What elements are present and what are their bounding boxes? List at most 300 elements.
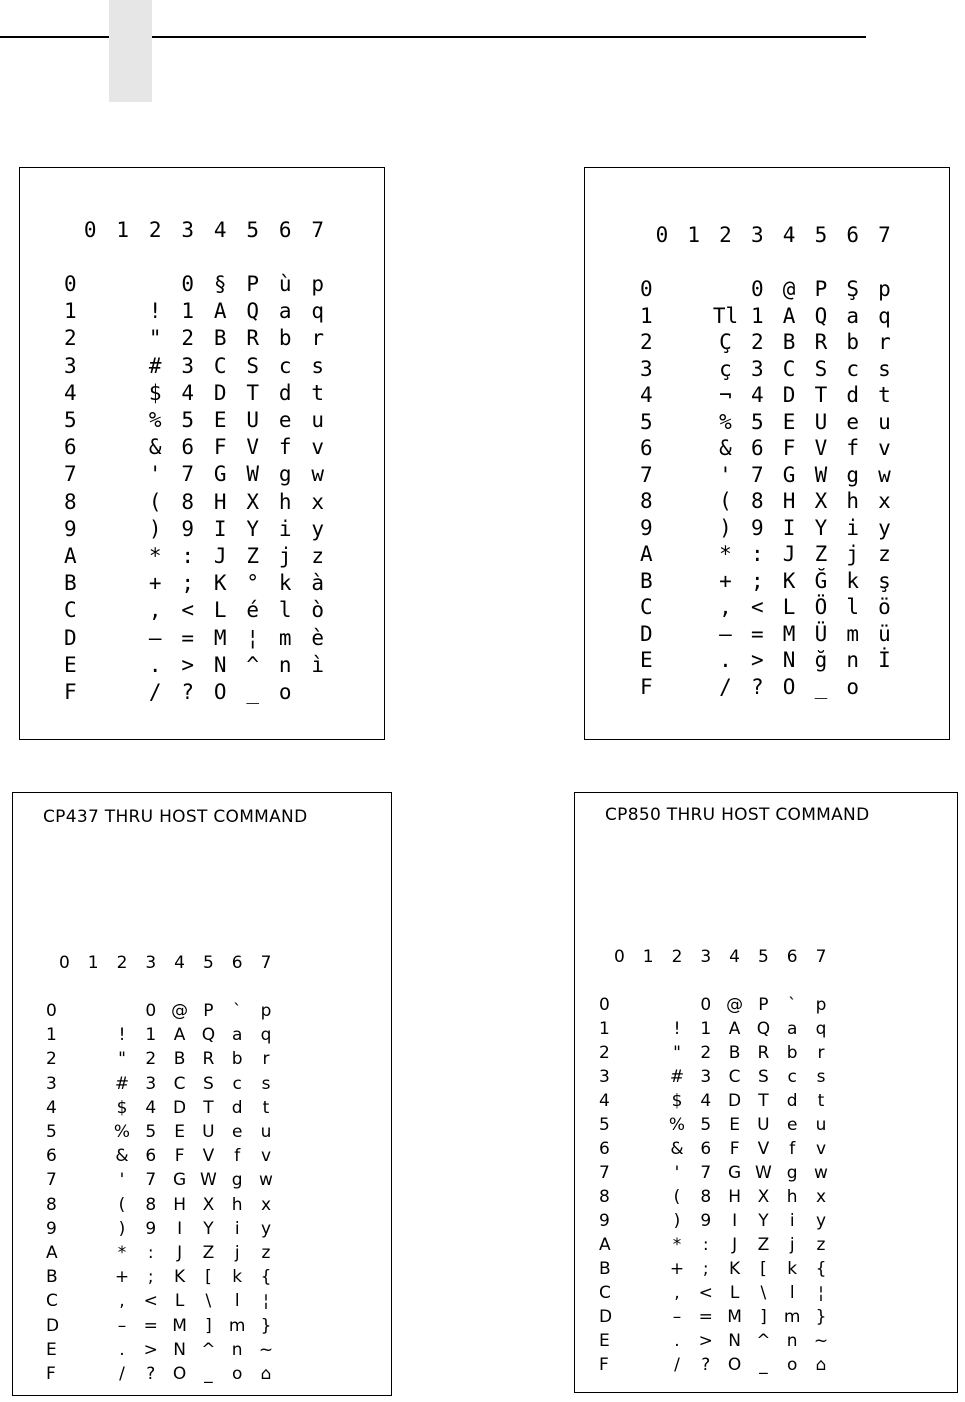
char-cell: a: [846, 303, 860, 328]
char-cell: 8: [700, 1187, 712, 1207]
char-cell: U: [202, 1122, 215, 1142]
column-header: 7: [311, 218, 325, 242]
char-cell: $: [148, 380, 162, 405]
char-cell: I: [732, 1211, 738, 1231]
char-cell: B: [213, 326, 227, 351]
row-label: D: [640, 621, 653, 646]
char-cell: ò: [311, 598, 325, 623]
column-header: 3: [750, 223, 764, 247]
char-cell: @: [726, 995, 744, 1015]
char-cell: w: [259, 1170, 273, 1191]
char-cell: .: [719, 648, 732, 672]
char-cell: 8: [181, 489, 195, 514]
char-cell: g: [278, 462, 292, 487]
char-cell: ": [673, 1043, 681, 1063]
char-cell: p: [878, 277, 891, 301]
char-cell: f: [846, 436, 860, 460]
char-cell: C: [213, 353, 227, 378]
char-cell: I: [177, 1218, 183, 1239]
char-cell: $: [116, 1097, 128, 1118]
char-cell: U: [757, 1115, 770, 1135]
char-cell: K: [729, 1259, 741, 1279]
row-label: D: [46, 1315, 60, 1336]
char-cell: :: [750, 542, 764, 566]
char-cell: K: [782, 568, 796, 593]
row-label: 8: [64, 489, 77, 514]
column-header: 4: [174, 953, 185, 973]
char-cell: e: [846, 409, 860, 434]
char-cell: H: [213, 489, 227, 514]
char-cell: K: [174, 1267, 186, 1288]
char-cell: u: [260, 1122, 272, 1142]
char-cell: 7: [181, 462, 195, 487]
char-cell: ¬: [719, 383, 732, 407]
row-label: 5: [46, 1122, 57, 1142]
char-cell: o: [231, 1364, 243, 1384]
char-cell: !: [118, 1025, 126, 1046]
char-cell: _: [246, 680, 260, 704]
char-cell: \: [760, 1283, 767, 1303]
char-cell: y: [878, 515, 891, 540]
char-cell: m: [228, 1315, 246, 1336]
char-cell: r: [817, 1043, 825, 1063]
char-cell: x: [815, 1187, 827, 1207]
char-cell: l: [846, 595, 860, 619]
char-cell: r: [262, 1049, 270, 1070]
char-cell: 5: [145, 1122, 157, 1142]
char-cell: L: [729, 1283, 740, 1303]
char-cell: >: [181, 652, 195, 677]
char-cell: L: [174, 1291, 185, 1312]
column-header: 6: [786, 947, 798, 967]
char-cell: y: [311, 516, 325, 541]
char-cell: §: [213, 272, 227, 296]
char-cell: ': [148, 462, 162, 487]
cp850-panel: [574, 792, 958, 1393]
char-cell: k: [278, 571, 292, 596]
row-label: 2: [46, 1049, 57, 1070]
row-label: 6: [640, 436, 653, 460]
char-cell: n: [846, 648, 860, 672]
char-cell: %: [113, 1122, 131, 1142]
char-cell: r: [311, 326, 325, 351]
char-cell: H: [728, 1187, 741, 1207]
column-header: 7: [815, 947, 827, 967]
char-cell: W: [814, 462, 828, 487]
column-header: 0: [613, 947, 625, 967]
row-label: 4: [64, 380, 77, 405]
char-cell: o: [278, 680, 292, 704]
char-cell: t: [817, 1091, 825, 1111]
char-cell: 0: [750, 277, 764, 301]
char-cell: C: [173, 1073, 186, 1094]
char-cell: %: [148, 408, 162, 432]
char-cell: n: [786, 1331, 798, 1351]
char-cell: B: [728, 1043, 741, 1063]
row-label: A: [46, 1243, 58, 1263]
char-cell: ): [118, 1218, 126, 1239]
char-cell: 5: [700, 1115, 712, 1135]
char-cell: S: [814, 356, 828, 381]
char-cell: v: [878, 436, 891, 460]
char-cell: I: [213, 516, 227, 541]
char-cell: O: [213, 680, 227, 704]
char-cell: Tl: [712, 303, 739, 328]
char-cell: @: [782, 277, 796, 301]
char-cell: 8: [750, 489, 764, 513]
row-label: A: [640, 542, 653, 566]
char-cell: :: [147, 1243, 154, 1263]
char-cell: s: [816, 1067, 826, 1087]
char-cell: F: [213, 435, 227, 460]
char-cell: &: [115, 1146, 129, 1167]
char-cell: +: [719, 568, 732, 593]
char-cell: 5: [181, 408, 195, 432]
char-cell: z: [261, 1243, 271, 1263]
char-cell: C: [782, 356, 796, 381]
char-cell: U: [814, 409, 828, 434]
char-cell: v: [260, 1146, 272, 1167]
char-cell: M: [782, 621, 796, 646]
char-cell: [: [760, 1259, 767, 1279]
row-label: E: [599, 1331, 610, 1351]
row-label: 0: [46, 1001, 57, 1021]
char-cell: I: [782, 515, 796, 540]
char-cell: ,: [674, 1283, 680, 1303]
char-cell: ^: [246, 652, 260, 677]
column-header: 4: [782, 223, 796, 247]
char-cell: U: [246, 408, 260, 432]
char-cell: y: [260, 1218, 272, 1239]
char-cell: P: [203, 1001, 214, 1021]
char-cell: T: [814, 383, 828, 407]
char-cell: N: [728, 1331, 741, 1351]
char-cell: ': [719, 462, 732, 487]
char-cell: W: [754, 1163, 772, 1183]
char-cell: W: [246, 462, 260, 487]
char-cell: G: [172, 1170, 187, 1191]
char-cell: i: [278, 516, 292, 541]
char-cell: 0: [700, 995, 712, 1015]
char-cell: p: [311, 272, 325, 296]
row-label: 9: [640, 515, 653, 540]
char-cell: d: [231, 1097, 243, 1118]
char-cell: &: [719, 436, 732, 460]
char-cell: %: [719, 409, 732, 434]
char-cell: İ: [878, 648, 891, 672]
char-cell: é: [246, 598, 260, 623]
char-cell: j: [234, 1243, 240, 1263]
char-cell: s: [878, 356, 891, 381]
char-cell: ": [118, 1049, 126, 1070]
char-cell: z: [816, 1235, 826, 1255]
char-cell: ;: [147, 1267, 154, 1288]
char-cell: 2: [750, 330, 764, 354]
char-cell: k: [232, 1267, 243, 1288]
row-label: 7: [640, 462, 653, 487]
row-label: 7: [599, 1163, 610, 1183]
char-cell: B: [173, 1049, 186, 1070]
row-label: 7: [46, 1170, 57, 1191]
char-cell: :: [702, 1235, 709, 1255]
char-cell: .: [674, 1331, 680, 1351]
char-cell: x: [260, 1194, 272, 1215]
char-cell: E: [782, 409, 796, 434]
char-cell: +: [114, 1267, 130, 1288]
column-header: 5: [814, 223, 828, 247]
char-cell: +: [148, 571, 162, 596]
char-cell: 7: [145, 1170, 157, 1191]
char-cell: D: [213, 380, 227, 405]
char-cell: .: [148, 652, 162, 677]
char-cell: è: [311, 625, 325, 650]
char-cell: J: [213, 544, 227, 568]
char-cell: ?: [146, 1364, 156, 1384]
char-cell: A: [213, 299, 227, 324]
column-header: 5: [202, 953, 214, 973]
char-cell: =: [143, 1315, 158, 1336]
char-cell: j: [789, 1235, 795, 1255]
char-cell: L: [782, 595, 796, 619]
row-label: 5: [64, 408, 77, 432]
char-cell: _: [204, 1364, 213, 1384]
char-cell: >: [750, 648, 764, 672]
char-cell: i: [234, 1218, 240, 1239]
char-cell: –: [672, 1307, 682, 1327]
char-cell: S: [203, 1073, 214, 1094]
row-label: 1: [640, 303, 653, 328]
char-cell: X: [814, 489, 828, 513]
header-tab: [109, 0, 152, 102]
char-cell: c: [846, 356, 860, 381]
char-cell: ;: [702, 1259, 709, 1279]
row-label: B: [599, 1259, 611, 1279]
char-cell: c: [232, 1073, 242, 1094]
char-cell: T: [758, 1091, 769, 1111]
char-cell: P: [246, 272, 260, 296]
row-label: 8: [599, 1187, 610, 1207]
row-label: F: [46, 1364, 56, 1384]
char-cell: 2: [181, 326, 195, 351]
char-cell: #: [669, 1067, 685, 1087]
char-cell: 1: [750, 303, 764, 328]
char-cell: O: [727, 1355, 742, 1375]
char-cell: V: [246, 435, 260, 460]
char-cell: 3: [181, 353, 195, 378]
row-label: C: [599, 1283, 611, 1303]
char-cell: w: [878, 462, 891, 487]
char-cell: w: [311, 462, 325, 487]
char-cell: ): [719, 515, 732, 540]
char-cell: f: [278, 435, 292, 460]
char-cell: c: [787, 1067, 797, 1087]
char-cell: (: [148, 489, 162, 514]
char-cell: ): [673, 1211, 681, 1231]
char-cell: e: [786, 1115, 798, 1135]
char-cell: ?: [181, 680, 195, 704]
char-cell: Z: [757, 1235, 770, 1255]
char-cell: <: [143, 1291, 158, 1312]
char-cell: E: [729, 1115, 740, 1135]
char-cell: 4: [145, 1097, 157, 1118]
char-cell: r: [878, 330, 891, 354]
char-cell: ^: [201, 1339, 216, 1360]
char-cell: Ö: [814, 595, 828, 619]
column-header: 4: [729, 947, 740, 967]
char-cell: <: [750, 595, 764, 619]
char-cell: d: [278, 380, 292, 405]
char-cell: o: [786, 1355, 798, 1375]
char-cell: m: [278, 625, 292, 650]
char-cell: 6: [145, 1146, 157, 1167]
row-label: 9: [599, 1211, 610, 1231]
row-label: 9: [46, 1218, 57, 1239]
char-cell: Ş: [846, 277, 860, 301]
char-cell: 6: [700, 1139, 712, 1159]
row-label: 2: [599, 1043, 610, 1063]
char-cell: D: [782, 383, 796, 407]
char-cell: °: [246, 571, 260, 596]
char-cell: <: [698, 1283, 713, 1303]
char-cell: w: [814, 1163, 828, 1183]
char-cell: /: [719, 674, 732, 699]
char-cell: z: [878, 542, 891, 566]
char-cell: t: [878, 383, 891, 407]
char-cell: 6: [750, 436, 764, 460]
char-cell: ~: [813, 1331, 829, 1351]
char-cell: f: [789, 1139, 796, 1159]
char-cell: d: [786, 1091, 798, 1111]
row-label: 2: [640, 330, 653, 354]
char-cell: ⌂: [815, 1355, 827, 1375]
row-label: E: [64, 652, 77, 677]
char-cell: j: [278, 544, 292, 568]
charset-panel-top-right: [584, 167, 950, 740]
char-cell: N: [213, 652, 227, 677]
char-cell: M: [172, 1315, 187, 1336]
char-cell: A: [782, 303, 796, 328]
char-cell: B: [782, 330, 796, 354]
char-cell: b: [846, 330, 860, 354]
char-cell: n: [278, 652, 292, 677]
char-cell: ¦: [263, 1291, 269, 1312]
char-cell: h: [846, 489, 860, 513]
char-cell: h: [786, 1187, 798, 1207]
char-cell: #: [148, 353, 162, 378]
char-cell: Ğ: [814, 568, 828, 593]
column-header: 2: [671, 947, 683, 967]
column-header: 6: [278, 218, 292, 242]
char-cell: _: [814, 674, 828, 699]
char-cell: v: [311, 435, 325, 460]
char-cell: u: [815, 1115, 827, 1135]
row-label: A: [599, 1235, 611, 1255]
row-label: 5: [640, 409, 653, 434]
char-cell: ,: [148, 598, 162, 623]
char-cell: p: [815, 995, 827, 1015]
column-header: 1: [87, 953, 99, 973]
char-cell: x: [311, 489, 325, 514]
char-cell: M: [727, 1307, 742, 1327]
char-cell: 2: [145, 1049, 157, 1070]
char-cell: Q: [814, 303, 828, 328]
char-cell: Z: [814, 542, 828, 566]
char-cell: /: [674, 1355, 680, 1375]
char-cell: f: [234, 1146, 241, 1167]
column-header: 1: [116, 218, 130, 242]
char-cell: 1: [145, 1025, 157, 1046]
char-cell: i: [846, 515, 860, 540]
char-cell: c: [278, 353, 292, 378]
char-cell: `: [787, 995, 797, 1015]
char-cell: b: [231, 1049, 243, 1070]
column-header: 0: [655, 223, 669, 247]
char-cell: k: [787, 1259, 798, 1279]
column-header: 4: [213, 218, 227, 242]
char-cell: ": [148, 326, 162, 351]
char-cell: V: [202, 1146, 215, 1167]
char-cell: M: [213, 625, 227, 650]
char-cell: ì: [311, 652, 325, 677]
char-cell: J: [732, 1235, 738, 1255]
char-cell: l: [789, 1283, 795, 1303]
char-cell: Y: [814, 515, 828, 540]
char-cell: =: [750, 621, 764, 646]
char-cell: T: [246, 380, 260, 405]
char-cell: /: [119, 1364, 125, 1384]
char-cell: q: [311, 299, 325, 324]
row-label: C: [46, 1291, 58, 1312]
row-label: 3: [64, 353, 77, 378]
char-cell: 4: [700, 1091, 712, 1111]
char-cell: ş: [878, 568, 891, 593]
char-cell: (: [719, 489, 732, 513]
char-cell: S: [246, 353, 260, 378]
char-cell: F: [782, 436, 796, 460]
char-cell: R: [757, 1043, 770, 1063]
char-cell: N: [782, 648, 796, 672]
char-cell: X: [202, 1194, 215, 1215]
char-cell: l: [234, 1291, 240, 1312]
char-cell: _: [759, 1355, 768, 1375]
row-label: F: [640, 674, 653, 699]
char-cell: –: [117, 1315, 127, 1336]
column-header: 3: [145, 953, 157, 973]
row-label: D: [599, 1307, 613, 1327]
char-cell: 7: [700, 1163, 712, 1183]
char-cell: R: [202, 1049, 215, 1070]
char-cell: à: [311, 571, 325, 596]
char-cell: Y: [203, 1218, 214, 1239]
char-cell: g: [231, 1170, 243, 1191]
char-cell: `: [232, 1001, 242, 1021]
char-cell: 3: [750, 356, 764, 381]
row-label: C: [64, 598, 77, 623]
char-cell: 9: [145, 1218, 157, 1239]
char-cell: [: [205, 1267, 212, 1288]
char-cell: Q: [201, 1025, 216, 1046]
row-label: 3: [640, 356, 653, 381]
char-cell: k: [846, 568, 860, 593]
char-cell: O: [172, 1364, 187, 1384]
char-cell: Z: [246, 544, 260, 568]
row-label: F: [599, 1355, 609, 1375]
char-cell: <: [181, 598, 195, 623]
char-cell: ^: [756, 1331, 771, 1351]
char-cell: R: [246, 326, 260, 351]
char-cell: h: [278, 489, 292, 514]
row-label: 4: [599, 1091, 610, 1111]
